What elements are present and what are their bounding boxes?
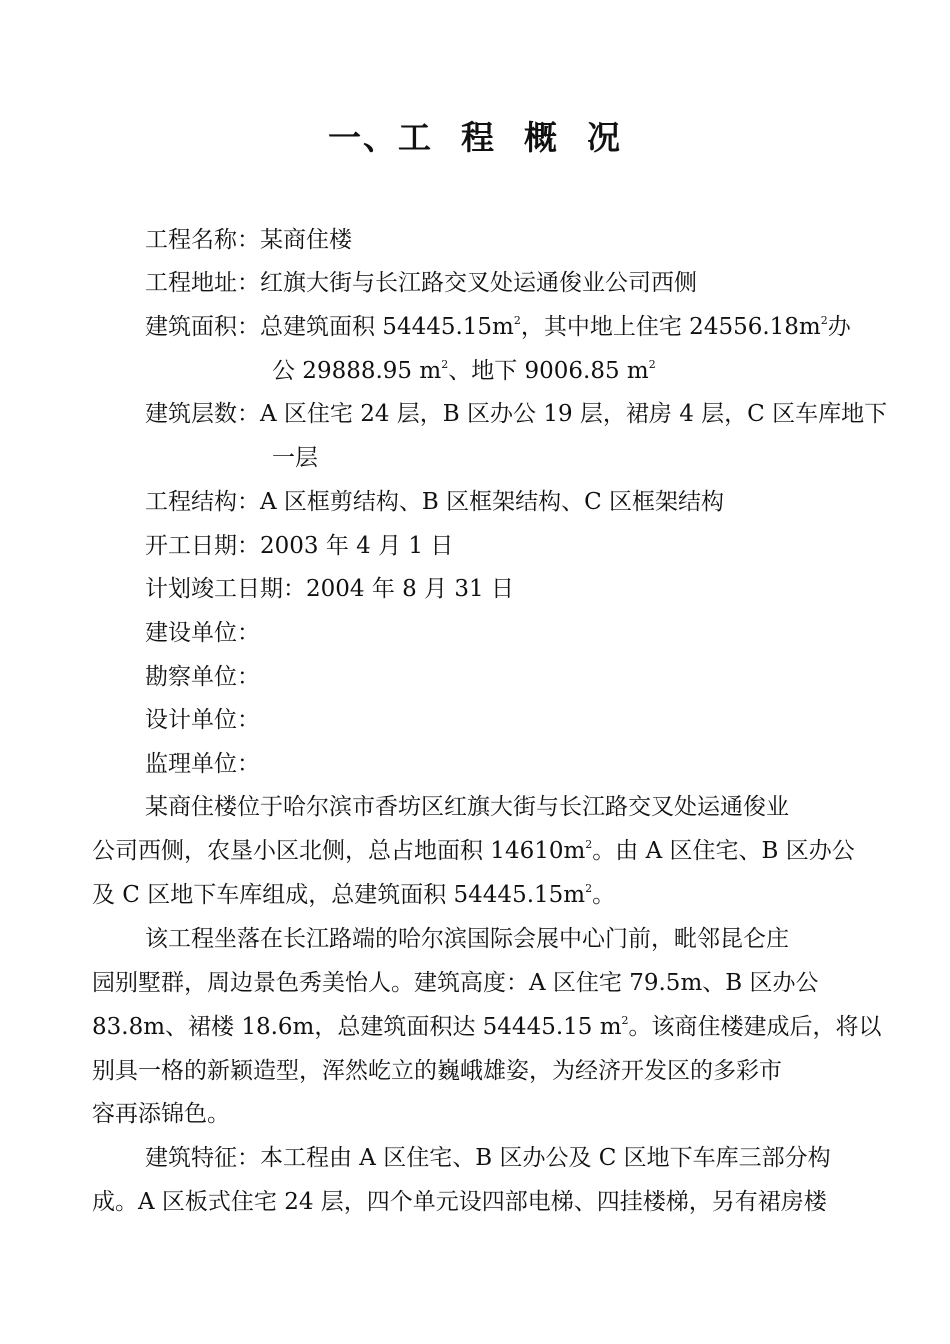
finish-date: 计划竣工日期：2004 年 8 月 31 日 bbox=[145, 576, 514, 602]
builder-unit: 建设单位： bbox=[145, 620, 260, 646]
building-area bbox=[145, 312, 851, 342]
building-floors: 建筑层数：A 区住宅 24 层，B 区办公 19 层，裙房 4 层，C 区车库地下 bbox=[145, 401, 888, 427]
paragraph-line: 建筑特征：本工程由 A 区住宅、B 区办公及 C 区地下车库三部分构 bbox=[145, 1145, 831, 1171]
supervisor-unit: 监理单位： bbox=[145, 751, 260, 777]
paragraph-line: 某商住楼位于哈尔滨市香坊区红旗大街与长江路交叉处运通俊业 bbox=[145, 794, 789, 820]
paragraph-line: 园别墅群，周边景色秀美怡人。建筑高度：A 区住宅 79.5m、B 区办公 bbox=[92, 970, 819, 996]
area-text: 公 29888.95 m bbox=[272, 358, 442, 384]
project-name: 工程名称：某商住楼 bbox=[145, 227, 352, 253]
paragraph-line: 别具一格的新颖造型，浑然屹立的巍峨雄姿，为经济开发区的多彩市 bbox=[92, 1058, 782, 1084]
building-floors-cont: 一层 bbox=[272, 445, 318, 471]
surveyor-unit: 勘察单位： bbox=[145, 664, 260, 690]
para-text: 。该商住楼建成后，将以 bbox=[628, 1014, 882, 1040]
title-char: 一、工 bbox=[328, 118, 433, 157]
designer-unit: 设计单位： bbox=[145, 707, 260, 733]
para-text: 83.8m、裙楼 18.6m，总建筑面积达 54445.15 m bbox=[92, 1014, 622, 1040]
sq-sup: 2 bbox=[513, 314, 521, 327]
sq-sup: 2 bbox=[585, 882, 593, 895]
paragraph-line: 该工程坐落在长江路端的哈尔滨国际会展中心门前，毗邻昆仑庄 bbox=[145, 926, 789, 952]
sq-sup: 2 bbox=[441, 358, 449, 371]
sq-sup: 2 bbox=[648, 358, 656, 371]
page-title bbox=[0, 112, 950, 159]
start-date: 开工日期：2003 年 4 月 1 日 bbox=[145, 533, 454, 559]
para-text: 公司西侧，农垦小区北侧，总占地面积 14610m bbox=[92, 838, 586, 864]
paragraph-line: 容再添锦色。 bbox=[92, 1101, 230, 1127]
sq-sup: 2 bbox=[585, 838, 593, 851]
para-text: 。 bbox=[592, 882, 616, 908]
title-char: 概 bbox=[524, 118, 559, 157]
para-text: 及 C 区地下车库组成，总建筑面积 54445.15m bbox=[92, 882, 586, 908]
area-text: ，其中地上住宅 24556.18m bbox=[520, 314, 821, 340]
title-char: 况 bbox=[587, 118, 622, 157]
sq-sup: 2 bbox=[621, 1014, 629, 1027]
area-text: 建筑面积：总建筑面积 54445.15m bbox=[145, 314, 514, 340]
title-char: 程 bbox=[461, 118, 496, 157]
project-structure: 工程结构：A 区框剪结构、B 区框架结构、C 区框架结构 bbox=[145, 489, 725, 515]
para-text: 。由 A 区住宅、B 区办公 bbox=[592, 838, 855, 864]
area-text: 办 bbox=[827, 314, 851, 340]
sq-sup: 2 bbox=[820, 314, 828, 327]
paragraph-line bbox=[92, 836, 855, 866]
paragraph-line: 成。A 区板式住宅 24 层，四个单元设四部电梯、四挂楼梯，另有裙房楼 bbox=[92, 1189, 827, 1215]
paragraph-line bbox=[92, 880, 615, 910]
paragraph-line bbox=[92, 1012, 882, 1042]
project-address: 工程地址：红旗大街与长江路交叉处运通俊业公司西侧 bbox=[145, 270, 697, 296]
area-text: 、地下 9006.85 m bbox=[448, 358, 649, 384]
building-area-cont bbox=[272, 356, 656, 386]
